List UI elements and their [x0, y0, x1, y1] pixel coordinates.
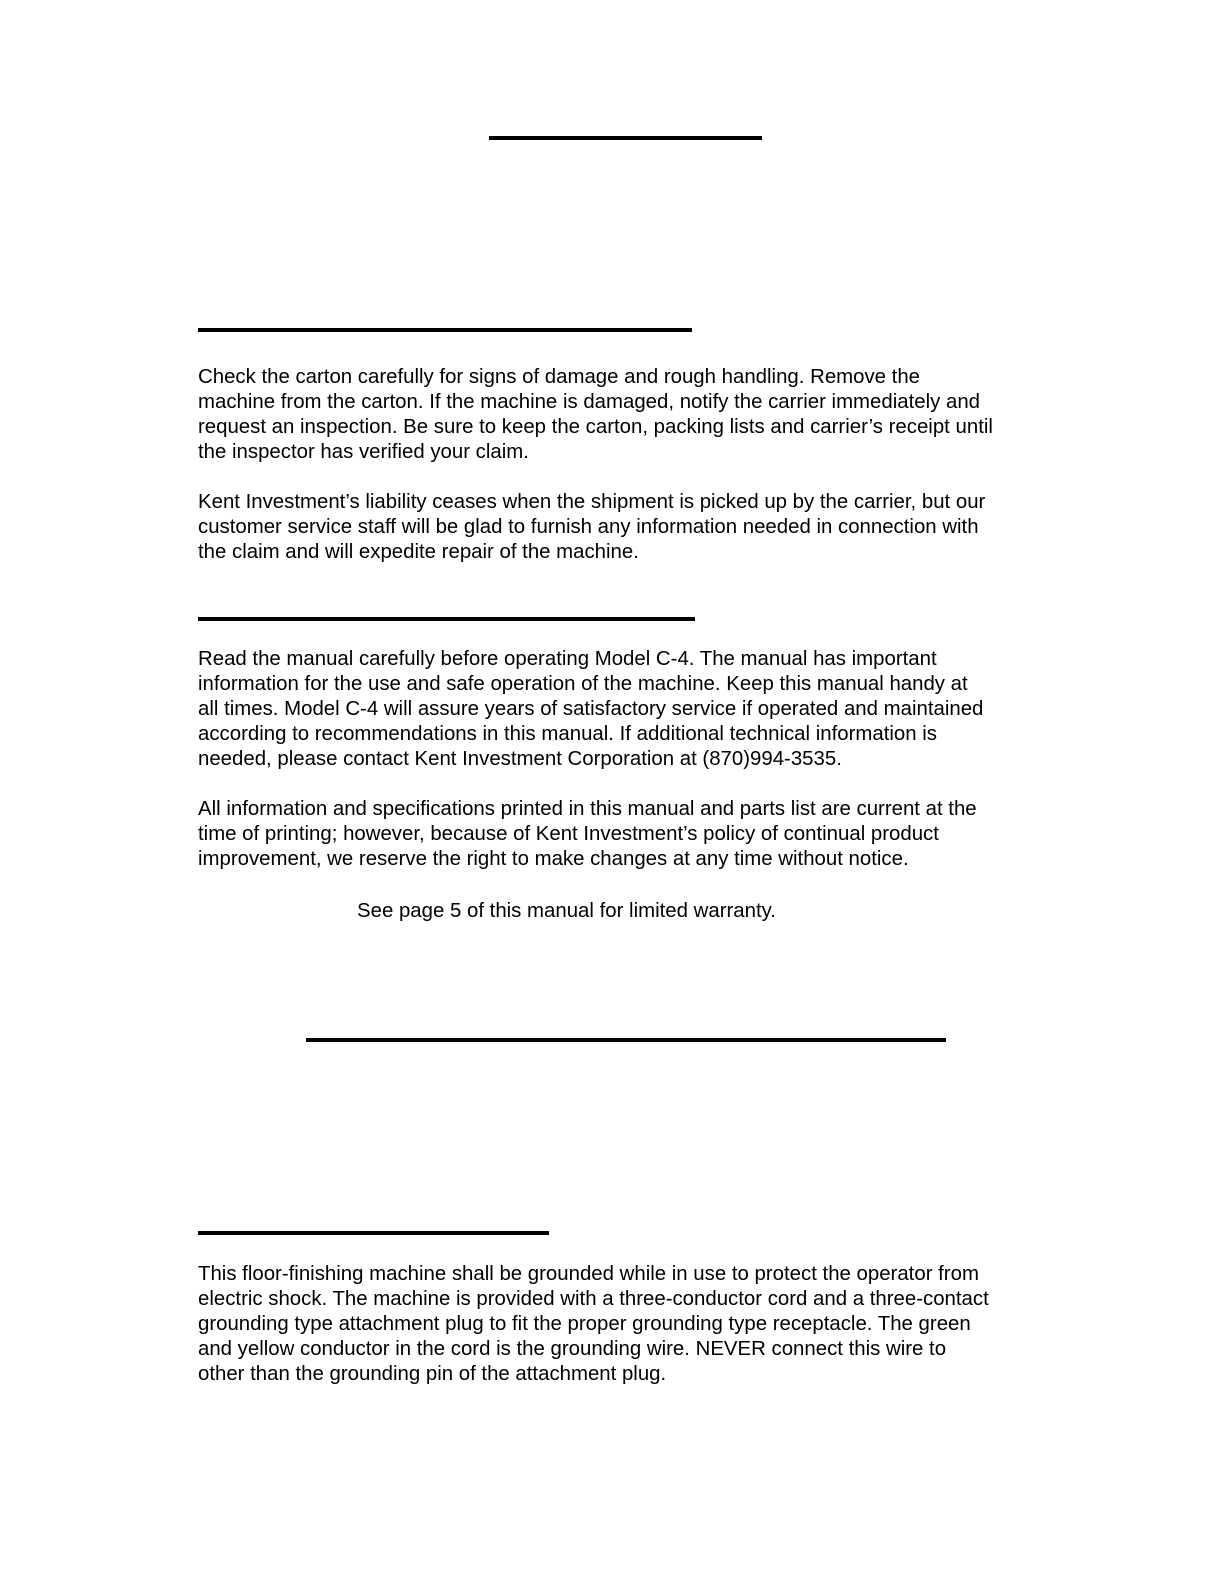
receiving-paragraph-2: Kent Investment’s liability ceases when the shipment is picked up by the carrier, but our customer service staff will be glad to furnish any information needed in connection with the claim and will expedite repair of the machine.: [198, 491, 986, 563]
grounding-paragraph: This floor-finishing machine shall be grounded while in use to protect the operator from electric shock. The machine is provided with a three-conductor cord and a three-contact grounding type attachment plug to fit the proper grounding type receptacle. The green and yellow conductor in the cord is the grounding wire. NEVER connect this wire to other than the grounding pin of the attachment plug.: [198, 1263, 989, 1385]
safety-heading-underline: [306, 1038, 946, 1042]
title-underline: [489, 136, 762, 140]
introduction-paragraph-2: All information and specifications printed in this manual and parts list are current at the time of printing; however, because of Kent Investment’s policy of continual product improvement, we reserve the right to make changes at any time without notice.: [198, 798, 977, 870]
receiving-paragraph-1: Check the carton carefully for signs of damage and rough handling. Remove the machine from the carton. If the machine is damaged, notify the carrier immediately and request an inspection. Be sure to keep the carton, packing lists and carrier’s receipt until the inspector has verified your claim.: [198, 366, 993, 463]
grounding-heading-underline: [198, 1231, 549, 1235]
introduction-heading-underline: [198, 617, 695, 621]
warranty-note: See page 5 of this manual for limited warranty.: [357, 900, 776, 922]
introduction-paragraph-1: Read the manual carefully before operating Model C-4. The manual has important information for the use and safe operation of the machine. Keep this manual handy at all times. Model C-4 will assure years of satisfactory service if operated and maintained according to recommendations in this manual. If additional technical information is needed, please contact Kent Investment Corporation at (870)994-3535.: [198, 648, 984, 770]
receiving-heading-underline: [198, 328, 692, 332]
